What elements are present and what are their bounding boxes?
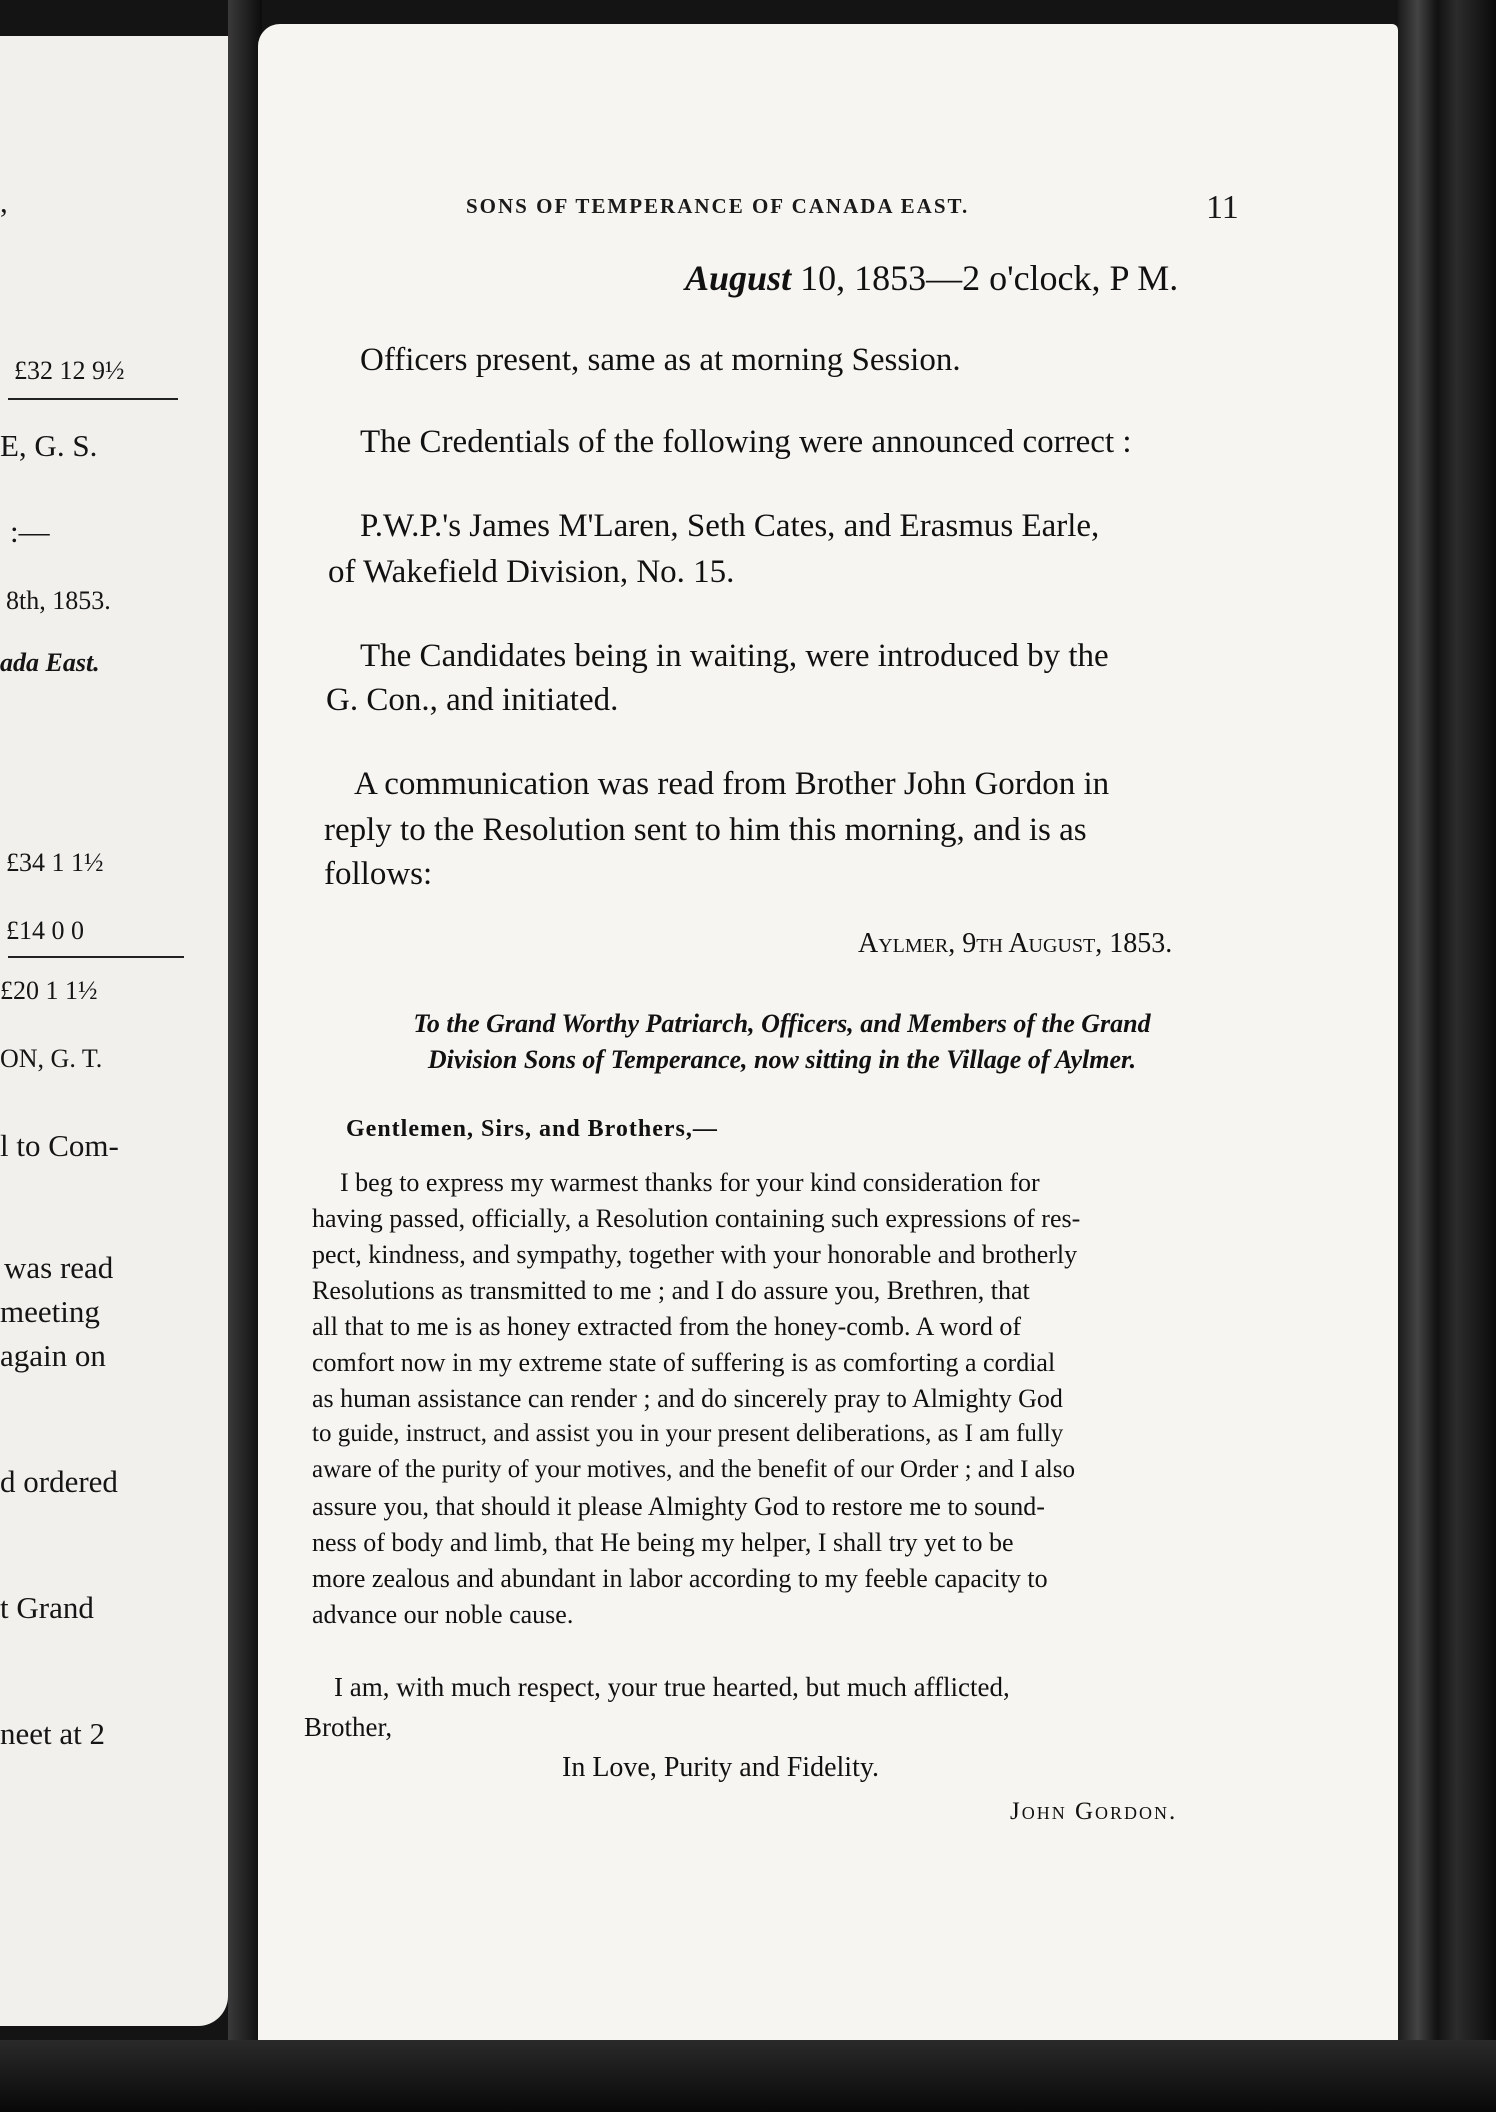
letter-body-line: all that to me is as honey extracted from the honey-comb. A word of (312, 1312, 1022, 1341)
letter-body-line: I beg to express my warmest thanks for your kind consideration for (340, 1168, 1040, 1197)
left-fragment: was read (4, 1250, 114, 1285)
right-page (258, 24, 1398, 2059)
letter-body-line: assure you, that should it please Almighty God to restore me to sound- (312, 1492, 1045, 1521)
left-fragment: neet at 2 (0, 1716, 106, 1751)
left-fragment: meeting (0, 1294, 100, 1329)
scan-bottom-edge (0, 2040, 1496, 2112)
date-rest: 10, 1853—2 o'clock, P M. (791, 258, 1179, 298)
communication-line-2: reply to the Resolution sent to him this morning, and is as (324, 812, 1087, 848)
letter-body-line: as human assistance can render ; and do sincerely pray to Almighty God (312, 1384, 1063, 1413)
left-page (0, 36, 228, 2026)
page-content (258, 24, 1398, 2059)
candidates-line-1: The Candidates being in waiting, were introduced by the (360, 638, 1109, 674)
letter-signature: John Gordon. (1010, 1798, 1178, 1825)
left-rule (8, 956, 184, 958)
letter-place-date: Aylmer, 9th August, 1853. (858, 928, 1173, 959)
left-fragment: £20 1 1½ (0, 976, 98, 1005)
letter-body-line: to guide, instruct, and assist you in your present deliberations, as I am fully (312, 1420, 1064, 1447)
letter-body-line: pect, kindness, and sympathy, together with your honorable and brotherly (312, 1240, 1078, 1269)
closing-line-1: I am, with much respect, your true hearted, but much afflicted, (334, 1672, 1010, 1702)
left-fragment: 8th, 1853. (6, 586, 111, 615)
left-fragment: £14 0 0 (6, 916, 84, 945)
page-number: 11 (1206, 189, 1239, 226)
running-header: SONS OF TEMPERANCE OF CANADA EAST. (466, 194, 970, 218)
communication-line-3: follows: (324, 856, 433, 892)
address-line-2: Division Sons of Temperance, now sitting in the Village of Aylmer. (427, 1045, 1137, 1074)
letter-body-line: aware of the purity of your motives, and the benefit of our Order ; and I also (312, 1456, 1075, 1483)
left-fragment: t Grand (0, 1590, 94, 1625)
left-rule (8, 398, 178, 400)
left-fragment: ON, G. T. (0, 1044, 103, 1073)
letter-valediction: In Love, Purity and Fidelity. (562, 1752, 880, 1783)
left-fragment: :— (10, 514, 50, 549)
pwp-line-1: P.W.P.'s James M'Laren, Seth Cates, and Erasmus Earle, (360, 508, 1100, 544)
left-fragment: l to Com- (0, 1128, 119, 1163)
book-gutter (228, 0, 262, 2112)
left-fragment: £32 12 9½ (14, 356, 125, 385)
session-date (685, 257, 1178, 299)
left-fragment: E, G. S. (0, 428, 98, 463)
letter-body-line: ness of body and limb, that He being my helper, I shall try yet to be (312, 1528, 1014, 1557)
pwp-line-2: of Wakefield Division, No. 15. (328, 554, 735, 590)
date-month: August (685, 258, 792, 298)
left-fragment: , (0, 184, 8, 219)
page-stack-edge (1398, 0, 1496, 2112)
letter-body-line: having passed, officially, a Resolution containing such expressions of res- (312, 1204, 1081, 1233)
address-line-1: To the Grand Worthy Patriarch, Officers, and Members of the Grand (413, 1009, 1151, 1038)
candidates-line-2: G. Con., and initiated. (326, 682, 619, 718)
left-fragment: d ordered (0, 1464, 118, 1499)
communication-line-1: A communication was read from Brother John Gordon in (354, 766, 1110, 802)
left-fragment: £34 1 1½ (6, 848, 104, 877)
left-fragment: ada East. (0, 648, 100, 677)
letter-body-line: more zealous and abundant in labor according to my feeble capacity to (312, 1564, 1048, 1593)
officers-paragraph: Officers present, same as at morning Session. (360, 342, 961, 378)
letter-body-line: Resolutions as transmitted to me ; and I do assure you, Brethren, that (312, 1276, 1030, 1305)
credentials-paragraph: The Credentials of the following were announced correct : (360, 424, 1132, 460)
closing-line-2: Brother, (304, 1712, 393, 1742)
letter-body-line: comfort now in my extreme state of suffering is as comforting a cordial (312, 1348, 1056, 1377)
left-fragment: again on (0, 1338, 106, 1373)
letter-salutation: Gentlemen, Sirs, and Brothers,— (346, 1116, 718, 1142)
letter-address (322, 1006, 1242, 1078)
letter-body-line: advance our noble cause. (312, 1600, 574, 1629)
